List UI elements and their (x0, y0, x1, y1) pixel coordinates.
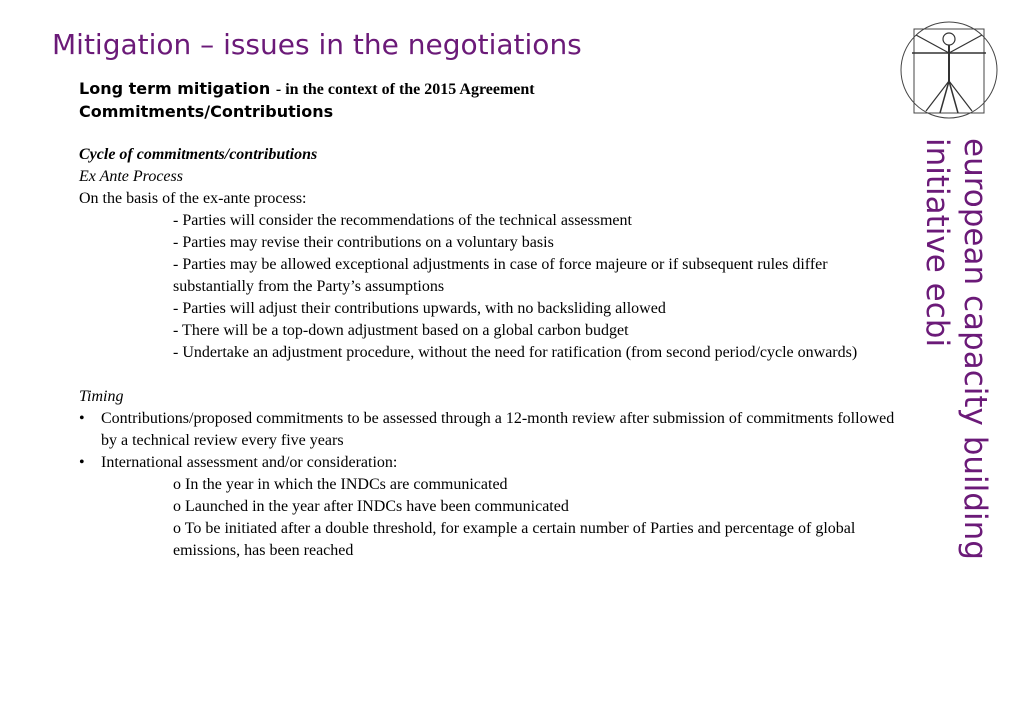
bullet-text: International assessment and/or consideration: (101, 454, 398, 471)
sub-list-item: o Launched in the year after INDCs have been communicated (173, 498, 569, 515)
vitruvian-man-icon (898, 19, 1000, 121)
bullet-icon: • (79, 410, 85, 427)
section1-subheading: Ex Ante Process (79, 168, 183, 185)
sub-list-item: o To be initiated after a double threshold, for example a certain number of Parties and percentage of global emissions, has been reached (173, 520, 856, 559)
section1-heading: Cycle of commitments/contributions (79, 146, 318, 163)
bullet-icon: • (79, 454, 85, 471)
list-item: - Undertake an adjustment procedure, without the need for ratification (from second period/cycle onwards) (173, 344, 858, 361)
subhead-part1: Long term mitigation (79, 79, 276, 98)
section2-heading: Timing (79, 388, 124, 405)
slide-body (79, 144, 909, 562)
ecbi-logo-text (918, 138, 994, 560)
sub-list-item: o In the year in which the INDCs are communicated (173, 476, 508, 493)
subhead-part2: - in the context of the 2015 Agreement (275, 81, 535, 98)
slide-title: Mitigation – issues in the negotiations (52, 28, 582, 61)
logo-line1: european capacity building (957, 138, 993, 560)
spacer (79, 364, 909, 386)
list-item: - Parties will consider the recommendations of the technical assessment (173, 212, 632, 229)
bullet-text: Contributions/proposed commitments to be assessed through a 12-month review after submission of commitments followed by a technical review every five years (101, 410, 895, 449)
list-item: - Parties may revise their contributions on a voluntary basis (173, 234, 554, 251)
list-item: - Parties will adjust their contributions upwards, with no backsliding allowed (173, 300, 666, 317)
subheading (79, 78, 899, 123)
list-item: - There will be a top-down adjustment based on a global carbon budget (173, 322, 629, 339)
logo-line2: initiative ecbi (919, 138, 955, 348)
subhead-line2: Commitments/Contributions (79, 102, 334, 121)
bullet-item (79, 408, 909, 452)
list-item: - Parties may be allowed exceptional adjustments in case of force majeure or if subsequent rules differ substantially from the Party’s assumptions (173, 256, 828, 295)
bullet-item (79, 452, 909, 474)
section1-intro: On the basis of the ex-ante process: (79, 190, 307, 207)
